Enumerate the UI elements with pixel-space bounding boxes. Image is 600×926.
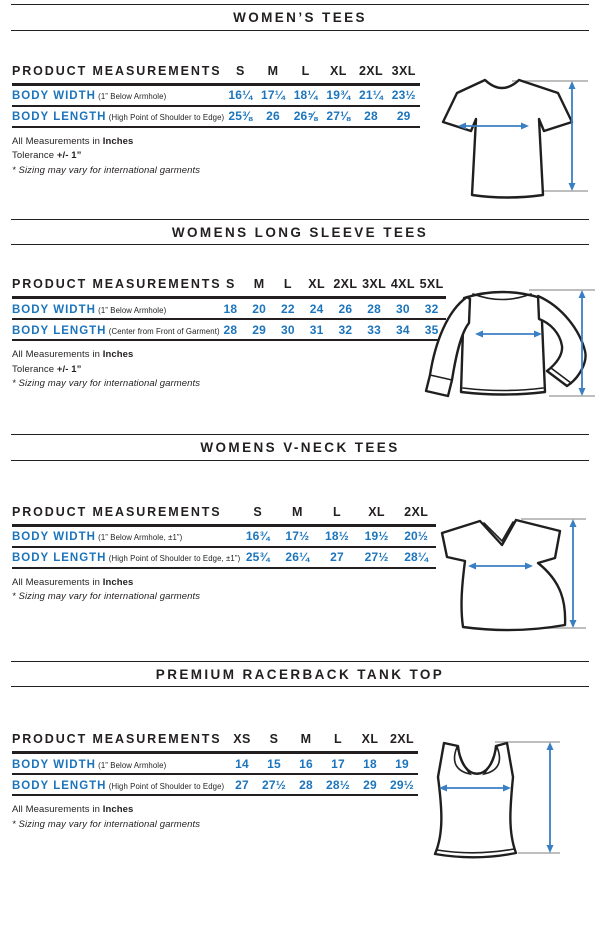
measurement-detail: (1” Below Armhole, ±1”): [95, 533, 183, 542]
measurement-value: 34: [396, 322, 410, 337]
note-bold-text: Inches: [102, 135, 134, 147]
measurement-value: 20½: [404, 529, 429, 543]
section-body: [0, 505, 600, 661]
section-title: WOMENS LONG SLEEVE TEES: [171, 224, 429, 240]
section-womens-tees: [0, 4, 600, 219]
measurement-value: 26⅝: [293, 109, 318, 123]
section-body: [0, 732, 600, 926]
torso-outline: [461, 292, 545, 395]
measurement-value: 28: [223, 322, 238, 337]
short-sleeve-tee-drawing: [424, 68, 596, 208]
measurement-value: 18¼: [293, 88, 318, 102]
measurement-value: 30: [396, 301, 410, 316]
measurement-row: [12, 320, 446, 341]
section-header: [11, 219, 589, 246]
table-header-row: [12, 505, 436, 527]
measurement-value: 27: [235, 777, 249, 792]
measurement-value: 28: [367, 301, 381, 316]
measurement-detail: (High Point of Shoulder to Edge, ±1”): [106, 554, 241, 563]
size-column-header: 2XL: [358, 63, 384, 78]
long-sleeve-tee-illustration: [423, 283, 600, 423]
note-text: All Measurements in: [12, 576, 103, 588]
measurements-table: [12, 505, 436, 569]
measurement-value: 28: [364, 109, 378, 123]
size-column-header: S: [269, 732, 279, 746]
product-measurements-header: PRODUCT MEASUREMENTS: [12, 504, 222, 519]
note-text: * Sizing may vary for international garments: [12, 591, 201, 602]
measurement-value: 28¼: [404, 550, 429, 564]
table-header-row: [12, 64, 420, 86]
measurement-row: [12, 754, 418, 775]
measurement-value: 22: [281, 301, 295, 316]
measurements-table: [12, 732, 418, 796]
section-body: [0, 277, 600, 434]
measurement-value: 17: [331, 756, 345, 771]
section-body: [0, 64, 600, 219]
size-column-header: M: [300, 732, 312, 746]
long-sleeve-tee-drawing: [423, 283, 600, 423]
measurement-detail: (High Point of Shoulder to Edge): [106, 781, 225, 791]
note-bold-text: +/- 1”: [56, 363, 82, 375]
measurement-detail: (1” Below Armhole): [95, 92, 167, 101]
measurement-value: 29: [252, 322, 266, 337]
measurement-value: 27½: [262, 777, 286, 792]
size-column-header: M: [267, 63, 279, 78]
size-column-header: L: [301, 63, 310, 78]
size-column-header: M: [253, 277, 265, 291]
measurement-value: 32: [424, 301, 439, 316]
measurement-value: 18½: [325, 529, 349, 543]
measurement-row: [12, 299, 446, 320]
racerback-tank-illustration: [420, 738, 570, 878]
measurement-value: 32: [338, 322, 353, 337]
measurement-value: 29: [396, 109, 411, 123]
body-length-arrow-icon: [569, 81, 576, 191]
body-length-arrow-icon: [570, 519, 577, 628]
measurement-detail: (Center from Front of Garment): [106, 326, 220, 336]
measurement-value: 19¾: [326, 88, 351, 102]
note-bold-text: +/- 1”: [56, 150, 82, 161]
measurement-value: 18: [363, 756, 377, 771]
section-header: [11, 434, 589, 461]
size-column-header: L: [283, 277, 292, 291]
section-title: PREMIUM RACERBACK TANK TOP: [155, 666, 445, 682]
measurement-value: 29: [363, 777, 377, 792]
size-column-header: 3XL: [362, 277, 387, 291]
size-column-header: 2XL: [333, 277, 358, 291]
measurement-value: 14: [235, 756, 249, 771]
v-neck-tee-drawing: [426, 506, 598, 658]
measurement-row: [12, 527, 436, 548]
size-column-header: XL: [308, 277, 326, 291]
tee-outline: [443, 80, 572, 198]
measurement-value: 16¼: [228, 88, 253, 102]
body-length-arrow-icon: [547, 742, 554, 853]
measurement-row: [12, 775, 418, 796]
measurement-row: [12, 548, 436, 569]
note-bold-text: Inches: [102, 576, 134, 588]
measurement-value: 18: [223, 301, 238, 316]
measurement-value: 16: [299, 756, 313, 771]
note-text: * Sizing may vary for international garments: [12, 818, 201, 830]
measurement-label: BODY LENGTH: [12, 779, 107, 792]
measurement-label: BODY WIDTH: [12, 90, 96, 102]
measurement-value: 21¼: [359, 88, 383, 102]
tank-outline: [435, 743, 516, 857]
measurement-row: [12, 107, 420, 128]
note-bold-text: Inches: [102, 804, 134, 815]
size-column-header: 2XL: [404, 504, 429, 519]
measurement-value: 28½: [326, 777, 350, 792]
measurement-value: 25¾: [245, 550, 270, 564]
measurement-detail: (1” Below Armhole): [95, 305, 167, 315]
measurement-label-cell: [12, 776, 226, 794]
note-text: All Measurements in: [12, 135, 103, 147]
measurement-value: 23½: [391, 88, 416, 102]
measurement-detail: (1” Below Armhole): [95, 760, 167, 770]
v-neck-tee-illustration: [426, 506, 598, 658]
measurement-value: 28: [299, 777, 313, 792]
measurement-label-cell: [12, 527, 238, 545]
measurement-value: 20: [252, 301, 266, 316]
section-header: [11, 4, 589, 31]
note-text: Tolerance: [12, 150, 57, 161]
v-neck-outline: [442, 520, 565, 630]
section-header: [11, 661, 589, 688]
size-column-header: XS: [233, 732, 251, 746]
note-text: All Measurements in: [12, 349, 103, 360]
measurement-value: 27⅛: [326, 109, 351, 123]
note-text: * Sizing may vary for international garments: [12, 164, 201, 176]
section-womens-long-sleeve-tees: [0, 219, 600, 435]
size-column-header: XL: [361, 732, 379, 746]
measurement-value: 31: [309, 322, 324, 337]
product-measurements-header: PRODUCT MEASUREMENTS: [12, 732, 222, 746]
measurement-value: 16¾: [245, 529, 270, 543]
measurement-label: BODY LENGTH: [12, 324, 107, 337]
measurement-value: 24: [309, 301, 324, 316]
size-column-header: M: [291, 504, 303, 519]
size-column-header: XL: [329, 63, 347, 78]
measurement-label-cell: [12, 755, 226, 773]
measurement-value: 30: [281, 322, 295, 337]
measurement-value: 19½: [364, 529, 389, 543]
section-title: WOMEN’S TEES: [233, 10, 367, 25]
table-header-row: [12, 732, 418, 754]
measurements-table: [12, 64, 420, 128]
measurements-table: [12, 277, 446, 341]
size-column-header: 2XL: [389, 732, 415, 746]
measurement-detail: (High Point of Shoulder to Edge): [106, 113, 225, 122]
measurement-value: 15: [267, 756, 281, 771]
measurement-label-cell: [12, 321, 220, 339]
measurement-label-cell: [12, 300, 216, 318]
size-column-header: S: [226, 277, 235, 291]
measurement-value: 26: [338, 301, 353, 316]
size-column-header: 3XL: [391, 63, 416, 78]
section-title: WOMENS V-NECK TEES: [200, 440, 400, 455]
measurement-label-cell: [12, 107, 224, 125]
measurement-label: BODY WIDTH: [12, 531, 96, 543]
size-column-header: 5XL: [419, 277, 444, 291]
measurement-value: 35: [424, 322, 439, 337]
product-measurements-header: PRODUCT MEASUREMENTS: [12, 277, 222, 291]
size-column-header: L: [333, 732, 343, 746]
measurement-value: 26: [266, 109, 280, 123]
size-column-header: 4XL: [390, 277, 415, 291]
measurement-row: [12, 86, 420, 107]
size-column-header: S: [235, 63, 245, 78]
note-text: Tolerance: [12, 363, 57, 375]
measurement-value: 17¼: [261, 88, 285, 102]
measurement-value: 29½: [390, 777, 414, 792]
size-column-header: XL: [368, 504, 385, 519]
product-measurements-header: PRODUCT MEASUREMENTS: [12, 63, 222, 78]
racerback-tank-drawing: [420, 738, 570, 878]
measurement-value: 33: [367, 322, 381, 337]
size-column-header: S: [253, 504, 263, 519]
short-sleeve-tee-illustration: [424, 68, 596, 208]
section-premium-racerback-tank-top: [0, 661, 600, 926]
measurement-label-cell: [12, 86, 224, 104]
table-header-row: [12, 277, 446, 299]
measurement-label-cell: [12, 548, 241, 566]
measurement-label: BODY LENGTH: [12, 552, 107, 564]
size-column-header: L: [332, 504, 341, 519]
measurement-value: 27½: [364, 550, 389, 564]
measurement-value: 27: [330, 550, 344, 564]
note-text: All Measurements in: [12, 804, 103, 815]
measurement-label: BODY WIDTH: [12, 758, 96, 771]
note-text: * Sizing may vary for international garments: [12, 378, 201, 389]
measurement-value: 25⅜: [228, 109, 253, 123]
measurement-label: BODY WIDTH: [12, 303, 96, 316]
note-bold-text: Inches: [102, 349, 134, 360]
section-womens-v-neck-tees: [0, 434, 600, 661]
measurement-label: BODY LENGTH: [12, 111, 107, 123]
measurement-value: 26¼: [285, 550, 310, 564]
measurement-value: 19: [395, 756, 409, 771]
measurement-value: 17½: [285, 529, 310, 543]
